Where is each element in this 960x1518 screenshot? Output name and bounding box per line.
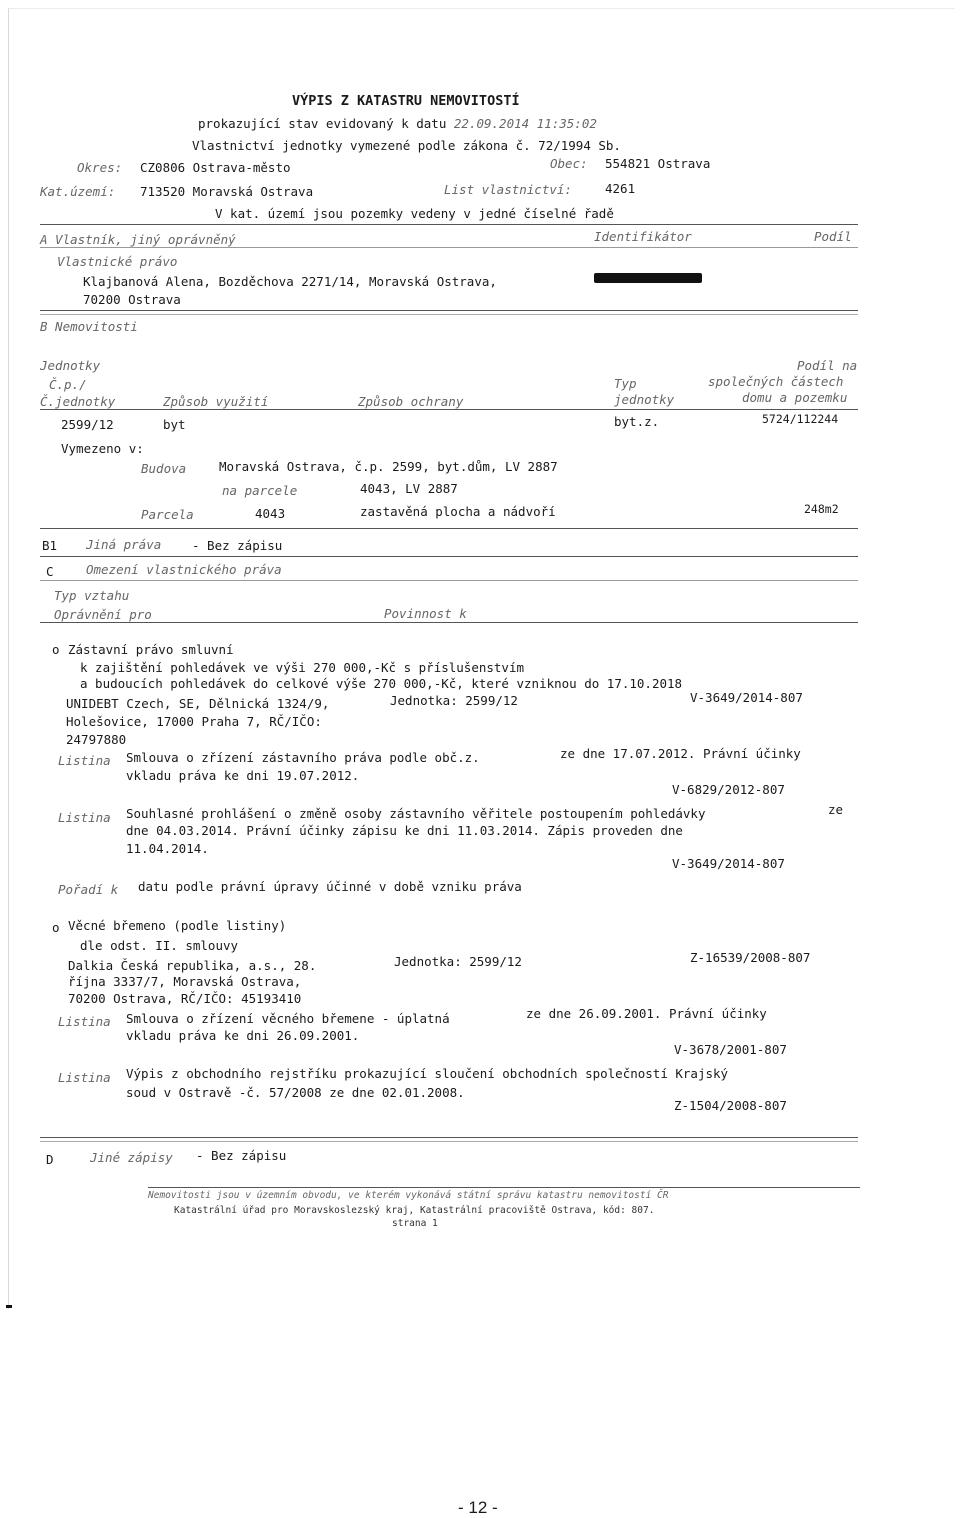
col-cjednotky: Č.jednotky — [40, 394, 116, 409]
document-sheet — [8, 8, 955, 1309]
entry2-line2: dle odst. II. smlouvy — [80, 938, 239, 953]
section-b-heading: B Nemovitosti — [40, 319, 138, 334]
footer-line-1: Nemovitosti jsou v územním obvodu, ve kterém vykonává státní správu katastru nemovitostí ČR — [148, 1190, 669, 1201]
entry1-ref: V-3649/2014-807 — [690, 690, 803, 705]
unit-number: 2599/12 — [61, 417, 114, 432]
divider — [40, 528, 858, 529]
ownership-law-line: Vlastnictví jednotky vymezené podle zákona č. 72/1994 Sb. — [192, 138, 621, 153]
entry1-listina2-ze: ze — [828, 802, 844, 817]
entry1-line3: a budoucích pohledávek do celkové výše 270 000,-Kč, které vzniknou do 17.10.2018 — [80, 676, 683, 691]
katuzemi-label: Kat.území: — [40, 184, 116, 199]
unit-type: byt.z. — [614, 414, 660, 429]
entry1-party-3: 24797880 — [66, 732, 127, 747]
entry2-listina1-line2: vkladu práva ke dni 26.09.2001. — [126, 1028, 360, 1043]
entry2-listina2-ref: Z-1504/2008-807 — [674, 1098, 787, 1113]
divider — [148, 1187, 860, 1188]
parcela-area: 248m2 — [804, 502, 839, 516]
entry1-title: Zástavní právo smluvní — [68, 642, 234, 657]
col-opravneni-pro: Oprávnění pro — [54, 607, 152, 622]
parcela-desc: zastavěná plocha a nádvoří — [360, 504, 556, 519]
parcela-number: 4043 — [255, 506, 286, 521]
col-cp: Č.p./ — [49, 377, 87, 392]
entry2-listina2: Výpis z obchodního rejstříku prokazující sloučení obchodních společností Krajský — [126, 1066, 729, 1081]
col-podil-1: Podíl na — [797, 358, 858, 373]
listina-label: Listina — [58, 810, 111, 825]
entry2-jednotka: Jednotka: 2599/12 — [394, 954, 522, 969]
numbering-note: V kat. území jsou pozemky vedeny v jedné číselné řadě — [215, 206, 614, 221]
na-parcele-label: na parcele — [222, 483, 298, 498]
divider — [40, 247, 858, 248]
entry1-listina2-line2: dne 04.03.2014. Právní účinky zápisu ke dni 11.03.2014. Zápis proveden dne — [126, 823, 683, 838]
listina-label: Listina — [58, 753, 111, 768]
divider — [40, 1141, 858, 1142]
owner-postal: 70200 Ostrava — [83, 292, 181, 307]
unit-share: 5724/112244 — [762, 412, 839, 426]
entry2-ref: Z-16539/2008-807 — [690, 950, 811, 965]
entry2-listina1-date: ze dne 26.09.2001. Právní účinky — [526, 1006, 767, 1021]
entry2-listina1: Smlouva o zřízení věcného břemene - úplatná — [126, 1011, 450, 1026]
entry-bullet: o — [52, 642, 60, 657]
entry2-listina2-line2: soud v Ostravě -č. 57/2008 ze dne 02.01.2008. — [126, 1085, 465, 1100]
vymezeno-label: Vymezeno v: — [61, 441, 144, 456]
col-povinnost-k: Povinnost k — [384, 606, 467, 621]
entry1-party-2: Holešovice, 17000 Praha 7, RČ/IČO: — [66, 714, 322, 729]
col-zpusob-ochrany: Způsob ochrany — [358, 394, 464, 409]
budova-value: Moravská Ostrava, č.p. 2599, byt.dům, LV 2887 — [219, 459, 558, 474]
section-d-label: D — [46, 1152, 54, 1167]
lv-value: 4261 — [605, 181, 636, 196]
na-parcele-value: 4043, LV 2887 — [360, 481, 458, 496]
entry1-party-1: UNIDEBT Czech, SE, Dělnická 1324/9, — [66, 696, 330, 711]
document-title: VÝPIS Z KATASTRU NEMOVITOSTÍ — [292, 93, 520, 109]
obec-label: Obec: — [550, 156, 588, 171]
entry2-party-1: Dalkia Česká republika, a.s., 28. — [68, 958, 317, 973]
col-typ: Typ — [614, 376, 637, 391]
okres-value: CZ0806 Ostrava-město — [140, 160, 291, 175]
col-zpusob-vyuziti: Způsob využití — [163, 394, 269, 409]
entry1-listina1-date: ze dne 17.07.2012. Právní účinky — [560, 746, 801, 761]
okres-label: Okres: — [77, 160, 123, 175]
section-c-heading: Omezení vlastnického práva — [86, 562, 282, 577]
poradi-label: Pořadí k — [58, 882, 119, 897]
section-b1-label: B1 — [42, 538, 58, 553]
entry1-listina1: Smlouva o zřízení zástavního práva podle obč.z. — [126, 750, 480, 765]
listina-label: Listina — [58, 1070, 111, 1085]
budova-label: Budova — [141, 461, 187, 476]
divider — [40, 224, 858, 225]
section-d-heading: Jiné zápisy — [90, 1150, 173, 1165]
entry1-jednotka: Jednotka: 2599/12 — [390, 693, 518, 708]
footer-line-3: strana 1 — [392, 1218, 438, 1229]
entry2-party-2: října 3337/7, Moravská Ostrava, — [68, 974, 302, 989]
section-b1-heading: Jiná práva — [86, 537, 162, 552]
entry2-title: Věcné břemeno (podle listiny) — [68, 918, 287, 933]
scan-mark — [6, 1305, 12, 1308]
footer-line-2: Katastrální úřad pro Moravskoslezský kraj, Katastrální pracoviště Ostrava, kód: 807. — [174, 1205, 655, 1216]
section-b1-value: - Bez zápisu — [192, 538, 283, 553]
vlastnicke-pravo-heading: Vlastnické právo — [57, 254, 178, 269]
unit-use: byt — [163, 417, 186, 432]
parcela-label: Parcela — [141, 507, 194, 522]
section-a-heading: A Vlastník, jiný oprávněný — [40, 232, 236, 247]
entry1-listina2-ref: V-3649/2014-807 — [672, 856, 785, 871]
divider — [40, 314, 858, 315]
katuzemi-value: 713520 Moravská Ostrava — [140, 184, 314, 199]
listina-label: Listina — [58, 1014, 111, 1029]
entry1-line2: k zajištění pohledávek ve výši 270 000,-Kč s příslušenstvím — [80, 660, 525, 675]
entry1-listina2-line3: 11.04.2014. — [126, 841, 209, 856]
page-number: - 12 - — [458, 1498, 498, 1517]
entry2-listina1-ref: V-3678/2001-807 — [674, 1042, 787, 1057]
col-jednotky2: jednotky — [614, 392, 675, 407]
obec-value: 554821 Ostrava — [605, 156, 711, 171]
divider — [40, 556, 858, 557]
section-d-value: - Bez zápisu — [196, 1148, 287, 1163]
divider — [40, 409, 858, 410]
entry-bullet: o — [52, 920, 60, 935]
redacted-identifier — [594, 273, 702, 283]
col-identifikator: Identifikátor — [594, 229, 692, 244]
col-podil: Podíl — [814, 229, 852, 244]
entry1-listina1-ref: V-6829/2012-807 — [672, 782, 785, 797]
entry2-party-3: 70200 Ostrava, RČ/IČO: 45193410 — [68, 991, 302, 1006]
col-typ-vztahu: Typ vztahu — [54, 588, 130, 603]
owner-name-address: Klajbanová Alena, Bozděchova 2271/14, Moravská Ostrava, — [83, 274, 497, 289]
section-c-label: C — [46, 564, 54, 579]
divider — [40, 580, 858, 581]
divider — [40, 1137, 858, 1138]
col-podil-2: společných částech — [708, 374, 844, 389]
divider — [40, 310, 858, 311]
col-jednotky: Jednotky — [40, 358, 101, 373]
poradi-text: datu podle právní úpravy účinné v době vzniku práva — [138, 879, 522, 894]
col-podil-3: domu a pozemku — [742, 390, 848, 405]
entry1-listina2: Souhlasné prohlášení o změně osoby zástavního věřitele postoupením pohledávky — [126, 806, 706, 821]
state-date-line: prokazující stav evidovaný k datu 22.09.2014 11:35:02 — [198, 116, 597, 131]
entry1-listina1-line2: vkladu práva ke dni 19.07.2012. — [126, 768, 360, 783]
lv-label: List vlastnictví: — [444, 182, 572, 197]
divider — [40, 622, 858, 623]
